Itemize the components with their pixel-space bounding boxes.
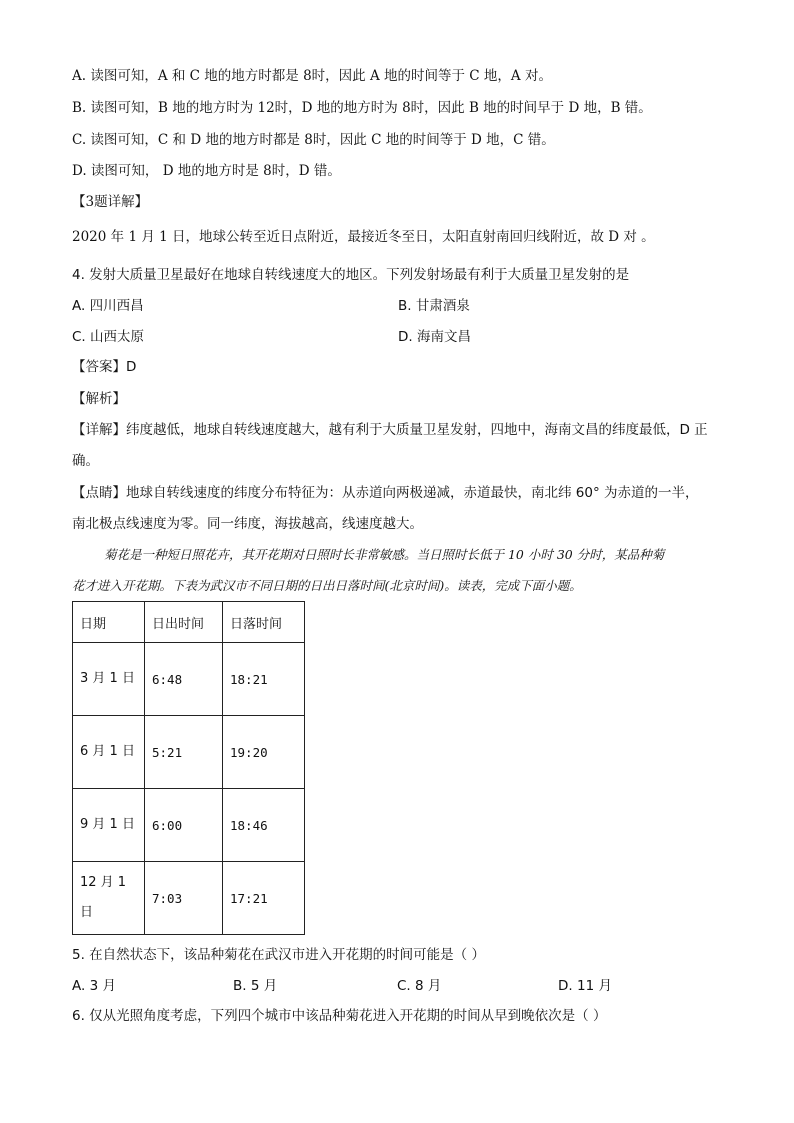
row-sunset: 18:21	[223, 643, 305, 716]
table-header-row	[73, 602, 305, 643]
key-point-line-1: 【点睛】地球自转线速度的纬度分布特征为：从赤道向两极递减，赤道最快，南北纬 60° 为赤道的一半，	[72, 485, 699, 501]
option-a-analysis: A. 读图可知，A 和 C 地的地方时都是 8时，因此 A 地的时间等于 C 地，A 对。	[72, 68, 552, 84]
detail-line-2: 确。	[72, 453, 99, 469]
chrysanthemum-intro-2: 花才进入开花期。下表为武汉市不同日期的日出日落时间(北京时间)。读表，完成下面小题。	[72, 578, 582, 593]
q3-detail-heading: 【3题详解】	[72, 194, 149, 210]
header-date: 日期	[73, 602, 145, 643]
table-row	[73, 862, 305, 935]
row-sunrise: 6:00	[145, 789, 223, 862]
row-sunset: 17:21	[223, 862, 305, 935]
table-row	[73, 789, 305, 862]
table-row	[73, 716, 305, 789]
row-date: 9 月 1 日	[80, 817, 135, 832]
chrysanthemum-intro-1: 菊花是一种短日照花卉，其开花期对日照时长非常敏感。当日照时长低于 10 小时 30 分时，某品种菊	[104, 547, 665, 562]
row-sunset: 18:46	[223, 789, 305, 862]
q3-detail-text: 2020 年 1 月 1 日，地球公转至近日点附近，最接近冬至日，太阳直射南回归线附近，故 D 对 。	[72, 229, 655, 245]
analysis-label: 【解析】	[72, 391, 126, 407]
table-row	[73, 643, 305, 716]
header-sunrise: 日出时间	[145, 602, 223, 643]
row-date: 6 月 1 日	[80, 744, 135, 759]
row-date: 3 月 1 日	[80, 671, 135, 686]
option-c-analysis: C. 读图可知，C 和 D 地的地方时都是 8时，因此 C 地的时间等于 D 地，C 错。	[72, 132, 555, 148]
option-b-analysis: B. 读图可知，B 地的地方时为 12时，D 地的地方时为 8时，因此 B 地的时间早于 D 地，B 错。	[72, 100, 652, 116]
detail-line-1: 【详解】纬度越低，地球自转线速度越大，越有利于大质量卫星发射，四地中，海南文昌的纬度最低，D 正	[72, 422, 708, 438]
row-date: 12 月 1 日	[80, 875, 127, 920]
header-sunset: 日落时间	[223, 602, 305, 643]
q5-option-d: D. 11 月	[558, 978, 612, 994]
row-sunset: 19:20	[223, 716, 305, 789]
q5-option-c: C. 8 月	[397, 978, 442, 994]
row-sunrise: 5:21	[145, 716, 223, 789]
answer-label: 【答案】D	[72, 359, 137, 375]
q4-option-d: D. 海南文昌	[398, 329, 471, 345]
question-4: 4. 发射大质量卫星最好在地球自转线速度大的地区。下列发射场最有利于大质量卫星发射的是	[72, 267, 630, 283]
sunrise-sunset-table	[72, 601, 305, 935]
q4-option-c: C. 山西太原	[72, 329, 145, 345]
row-sunrise: 7:03	[145, 862, 223, 935]
q5-option-b: B. 5 月	[233, 978, 278, 994]
q5-option-a: A. 3 月	[72, 978, 116, 994]
key-point-line-2: 南北极点线速度为零。同一纬度，海拔越高，线速度越大。	[72, 516, 423, 532]
q4-option-b: B. 甘肃酒泉	[398, 298, 470, 314]
question-5: 5. 在自然状态下，该品种菊花在武汉市进入开花期的时间可能是（ ）	[72, 947, 485, 963]
option-d-analysis: D. 读图可知， D 地的地方时是 8时，D 错。	[72, 163, 341, 179]
row-sunrise: 6:48	[145, 643, 223, 716]
question-6: 6. 仅从光照角度考虑，下列四个城市中该品种菊花进入开花期的时间从早到晚依次是（ ）	[72, 1008, 607, 1024]
q4-option-a: A. 四川西昌	[72, 298, 144, 314]
